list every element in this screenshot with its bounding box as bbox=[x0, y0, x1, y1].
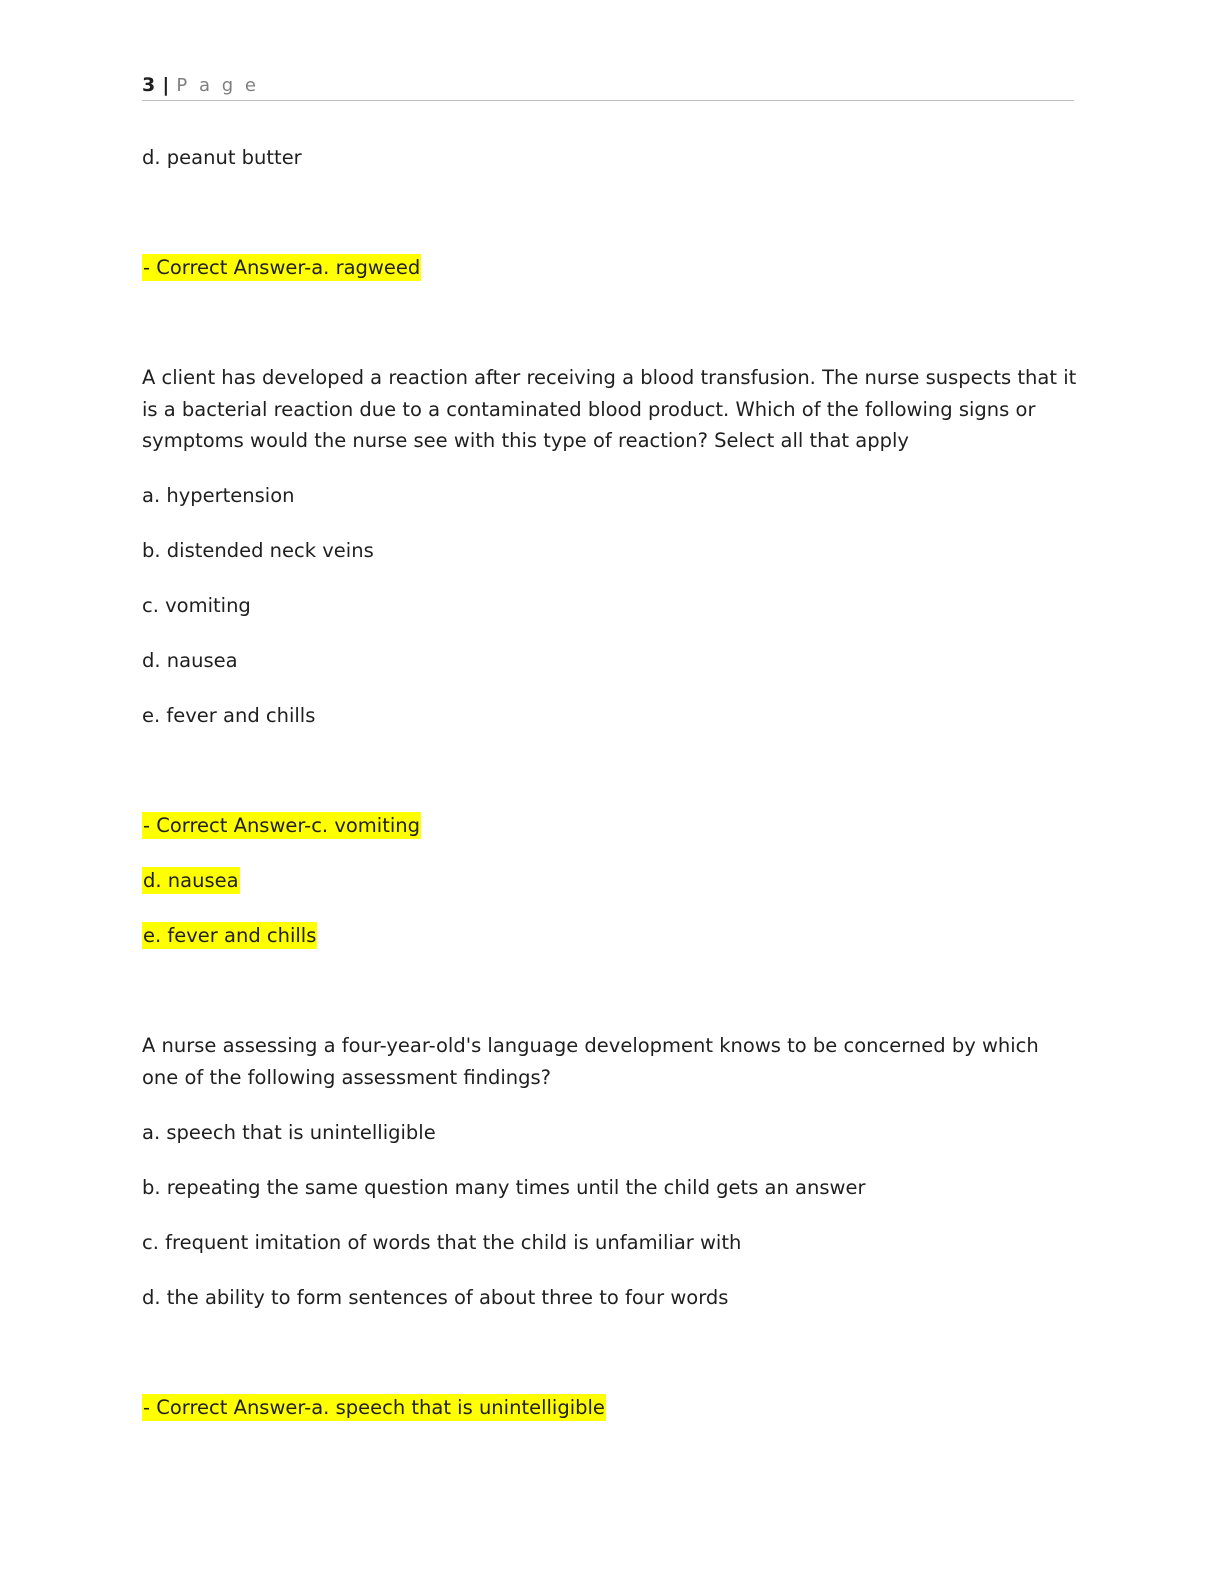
q2-option-a: a. hypertension bbox=[142, 484, 295, 507]
answer-highlight: - Correct Answer-a. ragweed bbox=[143, 256, 421, 279]
page-number: 3 bbox=[142, 74, 156, 96]
option-text: d. peanut butter bbox=[142, 146, 302, 169]
q2-option-e: e. fever and chills bbox=[142, 704, 316, 727]
answer-highlight: d. nausea bbox=[143, 869, 239, 892]
q2-correct-answer bbox=[142, 810, 421, 841]
answer-highlight: - Correct Answer-c. vomiting bbox=[143, 814, 421, 837]
q3-option-b: b. repeating the same question many times until the child gets an answer bbox=[142, 1176, 866, 1199]
q3-option-a: a. speech that is unintelligible bbox=[142, 1121, 436, 1144]
q3-option-d: d. the ability to form sentences of about three to four words bbox=[142, 1286, 729, 1309]
header-separator: | bbox=[162, 74, 170, 96]
q1-correct-answer bbox=[142, 252, 421, 283]
q3-option-c: c. frequent imitation of words that the child is unfamiliar with bbox=[142, 1231, 742, 1254]
q2-option-d: d. nausea bbox=[142, 649, 238, 672]
q2-correct-answer-3 bbox=[142, 920, 317, 951]
q2-option-b: b. distended neck veins bbox=[142, 539, 374, 562]
page-label: P a g e bbox=[176, 75, 259, 96]
q2-correct-answer-2 bbox=[142, 865, 240, 896]
q2-option-c: c. vomiting bbox=[142, 594, 251, 617]
answer-highlight: e. fever and chills bbox=[143, 924, 317, 947]
q3-correct-answer bbox=[142, 1392, 606, 1423]
page-header bbox=[142, 74, 1074, 101]
answer-highlight: - Correct Answer-a. speech that is unintelligible bbox=[143, 1396, 605, 1419]
q3-question: A nurse assessing a four-year-old's language development knows to be concerned by which one of the following assessment findings? bbox=[142, 1034, 1039, 1089]
q1-option-d bbox=[142, 142, 302, 173]
q2-question: A client has developed a reaction after receiving a blood transfusion. The nurse suspects that it is a bacterial reaction due to a contaminated blood product. Which of the following signs or symptoms would the nurse see with this type of reaction? Select all that apply bbox=[142, 366, 1077, 452]
